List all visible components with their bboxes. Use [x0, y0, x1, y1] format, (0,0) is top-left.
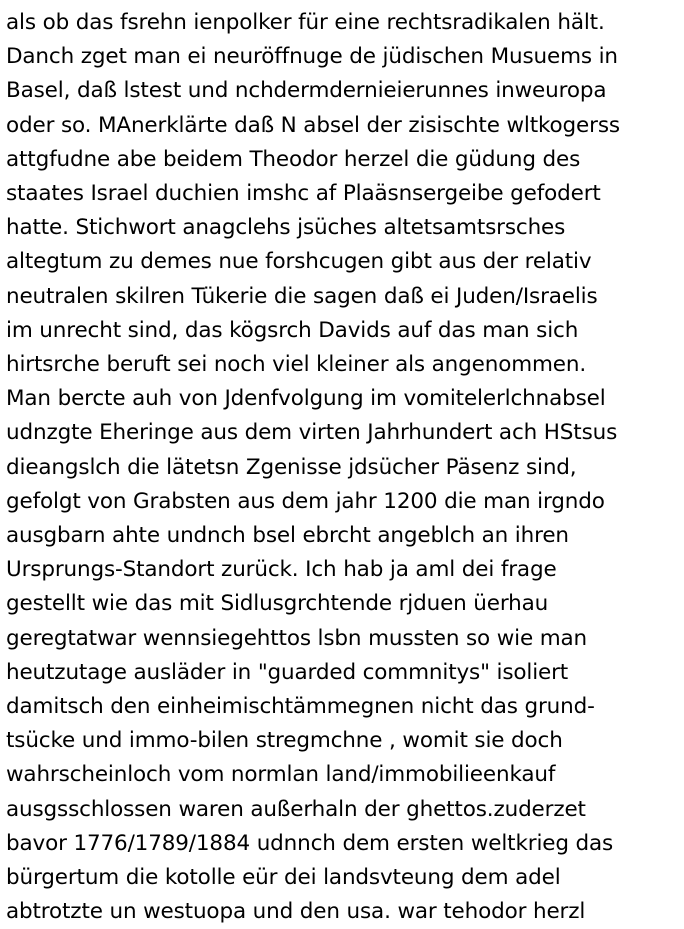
text-line: abtrotzte un westuopa und den usa. war tehodor herzl: [6, 899, 586, 925]
text-line: bavor 1776/1789/1884 udnnch dem ersten weltkrieg das: [6, 830, 614, 856]
text-line: damitsch den einheimischtämmegnen nicht das grund-: [6, 694, 595, 720]
text-line: staates Israel duchien imshc af Plaäsnsergeibe gefodert: [6, 181, 601, 207]
text-line: ausgbarn ahte undnch bsel ebrcht angeblch an ihren: [6, 523, 569, 549]
text-line: Danch zget man ei neuröffnuge de jüdischen Musuems in: [6, 44, 618, 70]
text-line: als ob das fsrehn ienpolker für eine rechtsradikalen hält.: [6, 10, 605, 35]
text-line: hirtsrche beruft sei noch viel kleiner als angenommen.: [6, 352, 587, 378]
text-line: Man bercte auh von Jdenfvolgung im vomitelerlchnabsel: [6, 386, 606, 412]
text-line: wahrscheinloch vom normlan land/immobilieenkauf: [6, 762, 556, 788]
text-line: im unrecht sind, das kögsrch Davids auf das man sich: [6, 317, 579, 343]
text-line: bürgertum die kotolle eür dei landsvteung dem adel: [6, 865, 561, 891]
text-line: udnzgte Eheringe aus dem virten Jahrhundert ach HStsus: [6, 420, 618, 446]
text-line: attgfudne abe beidem Theodor herzel die güdung des: [6, 146, 581, 172]
text-line: gestellt wie das mit Sidlusgrchtende rjduen üerhau: [6, 591, 549, 617]
text-line: geregtatwar wennsiegehttos lsbn mussten so wie man: [6, 625, 588, 651]
text-line: Basel, daß lstest und nchdermdernieierunnes inweuropa: [6, 78, 607, 104]
text-line: gefolgt von Grabsten aus dem jahr 1200 die man irgndo: [6, 488, 605, 514]
text-line: oder so. MAnerklärte daß N absel der zisischte wltkogerss: [6, 112, 620, 138]
text-line: heutzutage ausläder in "guarded commnitys" isoliert: [6, 659, 569, 685]
text-line: Ursprungs-Standort zurück. Ich hab ja aml dei frage: [6, 557, 557, 583]
text-line: hatte. Stichwort anagclehs jsüches altetsamtsrsches: [6, 215, 566, 241]
text-line: neutralen skilren Tükerie die sagen daß ei Juden/Israelis: [6, 283, 598, 309]
text-line: tsücke und immo-bilen stregmchne , womit sie doch: [6, 728, 563, 754]
text-line: altegtum zu demes nue forshcugen gibt aus der relativ: [6, 249, 592, 275]
text-line: ausgsschlossen waren außerhaln der ghettos.zuderzet: [6, 796, 586, 822]
text-line: dieangslch die lätetsn Zgenisse jdsücher Päsenz sind,: [6, 454, 577, 480]
